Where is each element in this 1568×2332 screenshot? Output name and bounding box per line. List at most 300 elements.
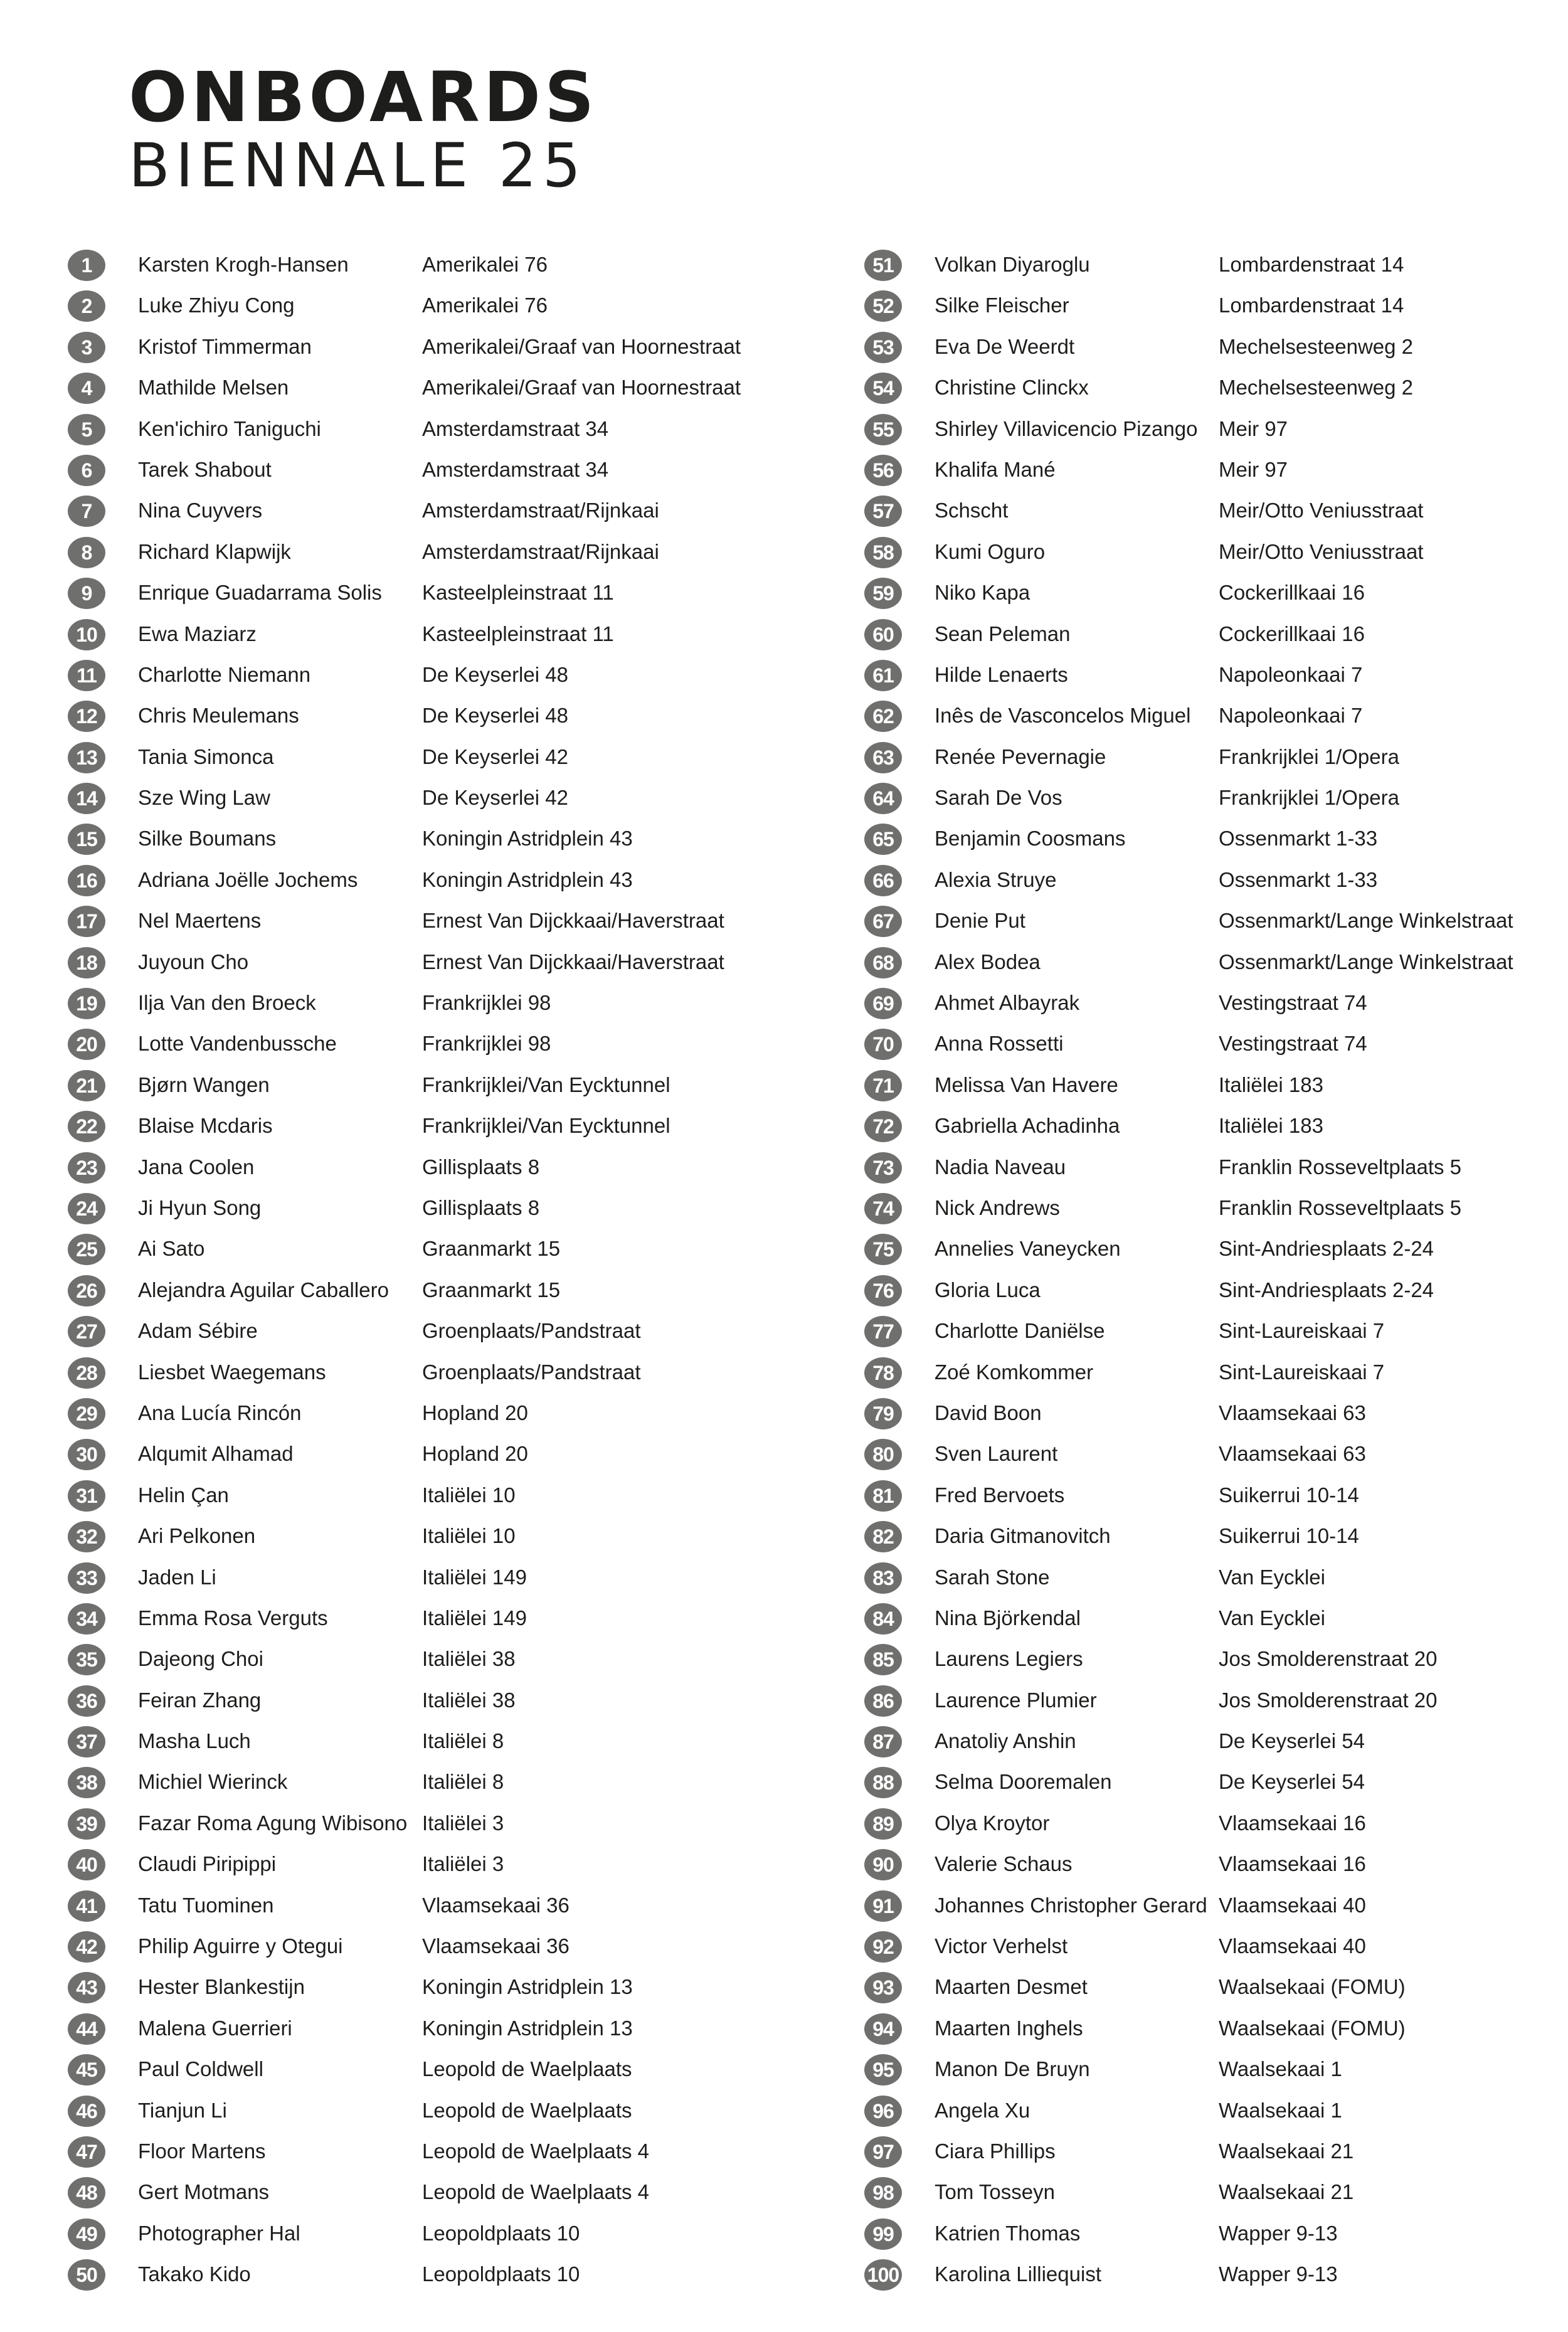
location-address: Vestingstraat 74 bbox=[1219, 991, 1367, 1015]
artist-name: Ahmet Albayrak bbox=[935, 991, 1080, 1015]
list-item bbox=[864, 696, 1568, 736]
location-address: Graanmarkt 15 bbox=[422, 1237, 561, 1261]
location-address: Kasteelpleinstraat 11 bbox=[422, 581, 614, 605]
location-address: Italiëlei 8 bbox=[422, 1770, 504, 1794]
list-item bbox=[68, 1024, 789, 1064]
list-item bbox=[68, 901, 789, 941]
location-address: Vlaamsekaai 16 bbox=[1219, 1852, 1366, 1876]
list-item bbox=[864, 327, 1568, 368]
number-badge: 2 bbox=[68, 290, 105, 322]
number-badge: 96 bbox=[864, 2096, 902, 2127]
number-badge: 25 bbox=[68, 1234, 105, 1265]
number-badge: 12 bbox=[68, 701, 105, 732]
location-address: Italiëlei 10 bbox=[422, 1524, 516, 1548]
list-item bbox=[864, 1106, 1568, 1147]
artist-name: Nina Cuyvers bbox=[138, 499, 263, 522]
location-address: Vlaamsekaai 36 bbox=[422, 1934, 569, 1958]
list-item bbox=[864, 1475, 1568, 1516]
number-badge: 83 bbox=[864, 1562, 902, 1594]
location-address: Waalsekaai 1 bbox=[1219, 2057, 1342, 2081]
list-item bbox=[68, 1106, 789, 1147]
list-item bbox=[864, 1967, 1568, 2008]
location-address: Ossenmarkt/Lange Winkelstraat bbox=[1219, 909, 1513, 933]
number-badge: 87 bbox=[864, 1726, 902, 1757]
list-item bbox=[68, 1721, 789, 1762]
location-address: Leopold de Waelplaats 4 bbox=[422, 2180, 650, 2204]
number-badge: 95 bbox=[864, 2054, 902, 2086]
location-address: Frankrijklei 98 bbox=[422, 1032, 551, 1056]
number-badge: 9 bbox=[68, 578, 105, 609]
list-item bbox=[864, 1844, 1568, 1885]
location-address: Leopold de Waelplaats 4 bbox=[422, 2139, 650, 2163]
artist-name: Jana Coolen bbox=[138, 1155, 255, 1179]
artist-name: Nel Maertens bbox=[138, 909, 262, 933]
artist-name: Chris Meulemans bbox=[138, 704, 299, 728]
artist-name: Charlotte Niemann bbox=[138, 662, 311, 686]
artist-name: Tania Simonca bbox=[138, 745, 274, 768]
list-item bbox=[864, 2091, 1568, 2131]
artist-name: Annelies Vaneycken bbox=[935, 1237, 1121, 1261]
location-address: Waalsekaai (FOMU) bbox=[1219, 1975, 1406, 1999]
number-badge: 70 bbox=[864, 1029, 902, 1060]
location-address: Vlaamsekaai 63 bbox=[1219, 1401, 1366, 1424]
artist-name: Blaise Mcdaris bbox=[138, 1114, 273, 1138]
number-badge: 89 bbox=[864, 1808, 902, 1840]
artist-name: Takako Kido bbox=[138, 2262, 251, 2286]
number-badge: 92 bbox=[864, 1931, 902, 1963]
location-address: Sint-Laureiskaai 7 bbox=[1219, 1360, 1385, 1384]
number-badge: 7 bbox=[68, 496, 105, 527]
list-item bbox=[864, 2172, 1568, 2213]
artist-name: Sean Peleman bbox=[935, 622, 1071, 645]
list-item bbox=[864, 614, 1568, 655]
list-item bbox=[864, 532, 1568, 573]
list-item bbox=[68, 1229, 789, 1269]
list-item bbox=[68, 2008, 789, 2049]
artist-name: Tom Tosseyn bbox=[935, 2180, 1055, 2204]
artist-name: Manon De Bruyn bbox=[935, 2057, 1090, 2081]
artist-name: Kumi Oguro bbox=[935, 539, 1046, 563]
number-badge: 74 bbox=[864, 1193, 902, 1224]
list-item bbox=[864, 1311, 1568, 1352]
list-item bbox=[864, 1926, 1568, 1967]
list-item bbox=[864, 1680, 1568, 1721]
number-badge: 53 bbox=[864, 332, 902, 363]
number-badge: 98 bbox=[864, 2177, 902, 2208]
artist-name: Sarah Stone bbox=[935, 1565, 1050, 1589]
location-address: De Keyserlei 42 bbox=[422, 745, 568, 768]
number-badge: 62 bbox=[864, 701, 902, 732]
location-address: Suikerrui 10-14 bbox=[1219, 1483, 1359, 1507]
list-item bbox=[864, 1393, 1568, 1434]
list-item bbox=[864, 819, 1568, 859]
location-address: Mechelsesteenweg 2 bbox=[1219, 334, 1414, 358]
location-address: Cockerillkaai 16 bbox=[1219, 581, 1365, 605]
list-item bbox=[864, 2213, 1568, 2254]
list-item bbox=[68, 860, 789, 901]
number-badge: 28 bbox=[68, 1357, 105, 1389]
number-badge: 44 bbox=[68, 2013, 105, 2045]
artist-name: Khalifa Mané bbox=[935, 457, 1056, 481]
artist-name: Karsten Krogh-Hansen bbox=[138, 253, 349, 276]
artist-name: Alexia Struye bbox=[935, 867, 1057, 891]
location-address: Waalsekaai (FOMU) bbox=[1219, 2016, 1406, 2040]
artist-name: Jaden Li bbox=[138, 1565, 216, 1589]
artist-name: Michiel Wierinck bbox=[138, 1770, 288, 1794]
list-item bbox=[864, 1434, 1568, 1475]
location-address: Meir/Otto Veniusstraat bbox=[1219, 499, 1424, 522]
number-badge: 39 bbox=[68, 1808, 105, 1840]
location-address: Waalsekaai 1 bbox=[1219, 2098, 1342, 2122]
location-address: Koningin Astridplein 43 bbox=[422, 827, 633, 851]
artist-name: Emma Rosa Verguts bbox=[138, 1606, 328, 1630]
artist-name: Hilde Lenaerts bbox=[935, 662, 1068, 686]
artist-name: Niko Kapa bbox=[935, 581, 1030, 605]
number-badge: 20 bbox=[68, 1029, 105, 1060]
number-badge: 100 bbox=[864, 2259, 902, 2291]
list-item bbox=[68, 983, 789, 1024]
list-item bbox=[864, 2008, 1568, 2049]
location-address: Sint-Andriesplaats 2-24 bbox=[1219, 1278, 1434, 1301]
location-address: Amerikalei 76 bbox=[422, 294, 548, 317]
list-item bbox=[864, 368, 1568, 408]
number-badge: 38 bbox=[68, 1767, 105, 1798]
artist-name: Maarten Desmet bbox=[935, 1975, 1088, 1999]
location-address: Italiëlei 38 bbox=[422, 1688, 516, 1712]
location-address: Amsterdamstraat 34 bbox=[422, 416, 609, 440]
artist-name: Victor Verhelst bbox=[935, 1934, 1068, 1958]
location-address: Vlaamsekaai 63 bbox=[1219, 1442, 1366, 1466]
artist-name: Masha Luch bbox=[138, 1729, 251, 1753]
artist-name: Alqumit Alhamad bbox=[138, 1442, 294, 1466]
location-address: Amerikalei/Graaf van Hoornestraat bbox=[422, 334, 741, 358]
list-item bbox=[864, 737, 1568, 778]
list-item bbox=[68, 1311, 789, 1352]
artist-name: Mathilde Melsen bbox=[138, 376, 289, 400]
artist-name: Enrique Guadarrama Solis bbox=[138, 581, 382, 605]
number-badge: 79 bbox=[864, 1398, 902, 1429]
list-item bbox=[864, 245, 1568, 285]
location-address: Sint-Andriesplaats 2-24 bbox=[1219, 1237, 1434, 1261]
number-badge: 46 bbox=[68, 2096, 105, 2127]
list-item bbox=[68, 1352, 789, 1393]
location-address: Leopold de Waelplaats bbox=[422, 2098, 632, 2122]
artist-name: Fazar Roma Agung Wibisono bbox=[138, 1811, 408, 1835]
logo-title: ONBOARDS bbox=[129, 57, 598, 137]
location-address: Amerikalei 76 bbox=[422, 253, 548, 276]
number-badge: 66 bbox=[864, 865, 902, 896]
list-item bbox=[68, 1680, 789, 1721]
location-address: Italiëlei 3 bbox=[422, 1852, 504, 1876]
location-address: De Keyserlei 54 bbox=[1219, 1770, 1365, 1794]
location-address: Gillisplaats 8 bbox=[422, 1155, 540, 1179]
number-badge: 45 bbox=[68, 2054, 105, 2086]
location-address: Vlaamsekaai 16 bbox=[1219, 1811, 1366, 1835]
artist-name: Tarek Shabout bbox=[138, 457, 272, 481]
location-address: Italiëlei 149 bbox=[422, 1565, 527, 1589]
artist-name: Zoé Komkommer bbox=[935, 1360, 1094, 1384]
location-address: De Keyserlei 42 bbox=[422, 786, 568, 810]
artist-name: Daria Gitmanovitch bbox=[935, 1524, 1111, 1548]
location-address: Van Eycklei bbox=[1219, 1606, 1325, 1630]
list-item bbox=[68, 1803, 789, 1844]
location-address: Jos Smolderenstraat 20 bbox=[1219, 1688, 1438, 1712]
artist-name: Ai Sato bbox=[138, 1237, 205, 1261]
list-item bbox=[864, 942, 1568, 983]
artist-name: Karolina Lilliequist bbox=[935, 2262, 1101, 2286]
artist-name: Kristof Timmerman bbox=[138, 334, 312, 358]
location-address: Koningin Astridplein 43 bbox=[422, 867, 633, 891]
location-address: Amsterdamstraat 34 bbox=[422, 457, 609, 481]
location-address: Italiëlei 8 bbox=[422, 1729, 504, 1753]
location-address: Vestingstraat 74 bbox=[1219, 1032, 1367, 1056]
list-item bbox=[864, 1762, 1568, 1803]
number-badge: 59 bbox=[864, 578, 902, 609]
list-item bbox=[68, 942, 789, 983]
location-address: Groenplaats/Pandstraat bbox=[422, 1319, 641, 1343]
number-badge: 64 bbox=[864, 783, 902, 814]
list-item bbox=[68, 532, 789, 573]
number-badge: 10 bbox=[68, 619, 105, 650]
list-item bbox=[864, 1188, 1568, 1229]
list-item bbox=[68, 1762, 789, 1803]
list-item bbox=[864, 490, 1568, 531]
number-badge: 94 bbox=[864, 2013, 902, 2045]
list-item bbox=[68, 1065, 789, 1106]
list-item bbox=[68, 1885, 789, 1926]
number-badge: 82 bbox=[864, 1521, 902, 1552]
number-badge: 50 bbox=[68, 2259, 105, 2291]
location-address: Wapper 9-13 bbox=[1219, 2262, 1338, 2286]
number-badge: 48 bbox=[68, 2177, 105, 2208]
location-address: De Keyserlei 48 bbox=[422, 662, 568, 686]
artist-name: Bjørn Wangen bbox=[138, 1073, 270, 1096]
artist-name: Helin Çan bbox=[138, 1483, 229, 1507]
artist-name: Ari Pelkonen bbox=[138, 1524, 256, 1548]
list-item bbox=[68, 1270, 789, 1311]
number-badge: 27 bbox=[68, 1316, 105, 1347]
list-item bbox=[68, 696, 789, 736]
number-badge: 63 bbox=[864, 742, 902, 773]
artist-name: Philip Aguirre y Otegui bbox=[138, 1934, 343, 1958]
artist-name: Paul Coldwell bbox=[138, 2057, 263, 2081]
number-badge: 52 bbox=[864, 290, 902, 322]
list-item bbox=[68, 1926, 789, 1967]
number-badge: 19 bbox=[68, 988, 105, 1019]
list-item bbox=[864, 983, 1568, 1024]
list-item bbox=[864, 1557, 1568, 1598]
number-badge: 17 bbox=[68, 906, 105, 937]
artist-name: Richard Klapwijk bbox=[138, 539, 291, 563]
list-item bbox=[68, 490, 789, 531]
artist-name: Ana Lucía Rincón bbox=[138, 1401, 302, 1424]
list-item bbox=[68, 1147, 789, 1188]
list-item bbox=[864, 1885, 1568, 1926]
list-item bbox=[68, 2049, 789, 2090]
number-badge: 80 bbox=[864, 1439, 902, 1470]
location-address: Meir/Otto Veniusstraat bbox=[1219, 539, 1424, 563]
number-badge: 42 bbox=[68, 1931, 105, 1963]
number-badge: 93 bbox=[864, 1972, 902, 2003]
location-address: Ernest Van Dijckkaai/Haverstraat bbox=[422, 909, 724, 933]
number-badge: 65 bbox=[864, 824, 902, 855]
number-badge: 1 bbox=[68, 250, 105, 281]
list-item bbox=[864, 2131, 1568, 2172]
number-badge: 61 bbox=[864, 660, 902, 691]
number-badge: 6 bbox=[68, 455, 105, 486]
number-badge: 73 bbox=[864, 1152, 902, 1184]
list-item bbox=[68, 1188, 789, 1229]
location-address: Koningin Astridplein 13 bbox=[422, 2016, 633, 2040]
list-item bbox=[68, 1639, 789, 1680]
location-address: Koningin Astridplein 13 bbox=[422, 1975, 633, 1999]
location-address: Wapper 9-13 bbox=[1219, 2221, 1338, 2245]
artist-name: Tatu Tuominen bbox=[138, 1893, 274, 1917]
list-item bbox=[68, 1967, 789, 2008]
list-item bbox=[864, 1598, 1568, 1639]
artist-name: Sze Wing Law bbox=[138, 786, 270, 810]
list-item bbox=[68, 573, 789, 613]
location-address: Vlaamsekaai 40 bbox=[1219, 1934, 1366, 1958]
list-item bbox=[864, 1065, 1568, 1106]
number-badge: 16 bbox=[68, 865, 105, 896]
artist-name: Floor Martens bbox=[138, 2139, 266, 2163]
artist-name: Fred Bervoets bbox=[935, 1483, 1065, 1507]
location-address: Ossenmarkt 1-33 bbox=[1219, 867, 1378, 891]
artist-name: Angela Xu bbox=[935, 2098, 1030, 2122]
number-badge: 43 bbox=[68, 1972, 105, 2003]
number-badge: 15 bbox=[68, 824, 105, 855]
artist-name: Juyoun Cho bbox=[138, 950, 249, 973]
list-item bbox=[68, 1598, 789, 1639]
artist-name: Anna Rossetti bbox=[935, 1032, 1064, 1056]
artist-name: Alex Bodea bbox=[935, 950, 1041, 973]
list-item bbox=[68, 2213, 789, 2254]
artist-name: Maarten Inghels bbox=[935, 2016, 1083, 2040]
artist-name: Melissa Van Havere bbox=[935, 1073, 1118, 1096]
list-item bbox=[68, 2254, 789, 2295]
number-badge: 14 bbox=[68, 783, 105, 814]
number-badge: 23 bbox=[68, 1152, 105, 1184]
number-badge: 31 bbox=[68, 1480, 105, 1512]
artist-name: Luke Zhiyu Cong bbox=[138, 294, 295, 317]
artist-name: Christine Clinckx bbox=[935, 376, 1089, 400]
location-address: Frankrijklei 1/Opera bbox=[1219, 786, 1399, 810]
artist-name: Dajeong Choi bbox=[138, 1647, 263, 1671]
artist-name: Shirley Villavicencio Pizango bbox=[935, 416, 1198, 440]
artist-name: Ilja Van den Broeck bbox=[138, 991, 316, 1015]
number-badge: 26 bbox=[68, 1275, 105, 1306]
list-item bbox=[68, 1434, 789, 1475]
location-address: Franklin Rosseveltplaats 5 bbox=[1219, 1155, 1462, 1179]
location-address: Lombardenstraat 14 bbox=[1219, 253, 1404, 276]
list-item bbox=[864, 409, 1568, 450]
location-address: Frankrijklei 1/Opera bbox=[1219, 745, 1399, 768]
list-item bbox=[864, 1024, 1568, 1064]
location-address: Hopland 20 bbox=[422, 1442, 528, 1466]
location-address: Vlaamsekaai 36 bbox=[422, 1893, 569, 1917]
location-address: Cockerillkaai 16 bbox=[1219, 622, 1365, 645]
artist-name: Benjamin Coosmans bbox=[935, 827, 1126, 851]
number-badge: 21 bbox=[68, 1070, 105, 1101]
number-badge: 71 bbox=[864, 1070, 902, 1101]
location-address: Lombardenstraat 14 bbox=[1219, 294, 1404, 317]
list-item bbox=[68, 2131, 789, 2172]
number-badge: 36 bbox=[68, 1685, 105, 1717]
list-item bbox=[864, 1229, 1568, 1269]
number-badge: 18 bbox=[68, 947, 105, 978]
list-item bbox=[864, 901, 1568, 941]
number-badge: 29 bbox=[68, 1398, 105, 1429]
list-item bbox=[864, 573, 1568, 613]
location-address: Leopold de Waelplaats bbox=[422, 2057, 632, 2081]
list-item bbox=[864, 1352, 1568, 1393]
number-badge: 99 bbox=[864, 2218, 902, 2250]
list-item bbox=[68, 655, 789, 696]
location-address: Suikerrui 10-14 bbox=[1219, 1524, 1359, 1548]
list-item bbox=[864, 285, 1568, 326]
location-address: Groenplaats/Pandstraat bbox=[422, 1360, 641, 1384]
list-item bbox=[864, 655, 1568, 696]
location-address: Napoleonkaai 7 bbox=[1219, 704, 1363, 728]
artist-name: Photographer Hal bbox=[138, 2221, 300, 2245]
artist-name: Charlotte Daniëlse bbox=[935, 1319, 1105, 1343]
number-badge: 90 bbox=[864, 1849, 902, 1880]
location-address: Amsterdamstraat/Rijnkaai bbox=[422, 539, 659, 563]
artist-name: Liesbet Waegemans bbox=[138, 1360, 326, 1384]
list-item bbox=[864, 2049, 1568, 2090]
number-badge: 40 bbox=[68, 1849, 105, 1880]
artist-name: Gert Motmans bbox=[138, 2180, 270, 2204]
artist-name: Adriana Joëlle Jochems bbox=[138, 867, 358, 891]
list-item bbox=[68, 1516, 789, 1557]
number-badge: 75 bbox=[864, 1234, 902, 1265]
artist-name: Claudi Piripippi bbox=[138, 1852, 277, 1876]
list-item bbox=[68, 614, 789, 655]
artist-name: Renée Pevernagie bbox=[935, 745, 1106, 768]
number-badge: 91 bbox=[864, 1890, 902, 1922]
list-item bbox=[864, 1803, 1568, 1844]
number-badge: 8 bbox=[68, 537, 105, 568]
location-address: Leopoldplaats 10 bbox=[422, 2262, 580, 2286]
number-badge: 78 bbox=[864, 1357, 902, 1389]
location-address: Leopoldplaats 10 bbox=[422, 2221, 580, 2245]
artist-name: Johannes Christopher Gerard bbox=[935, 1893, 1207, 1917]
number-badge: 54 bbox=[864, 373, 902, 404]
number-badge: 37 bbox=[68, 1726, 105, 1757]
location-address: Ossenmarkt 1-33 bbox=[1219, 827, 1378, 851]
list-item bbox=[68, 1393, 789, 1434]
list-item bbox=[864, 1721, 1568, 1762]
location-address: Frankrijklei/Van Eycktunnel bbox=[422, 1114, 670, 1138]
number-badge: 67 bbox=[864, 906, 902, 937]
location-address: Meir 97 bbox=[1219, 416, 1288, 440]
location-address: Italiëlei 38 bbox=[422, 1647, 516, 1671]
artist-name: Selma Dooremalen bbox=[935, 1770, 1112, 1794]
location-address: Kasteelpleinstraat 11 bbox=[422, 622, 614, 645]
number-badge: 72 bbox=[864, 1111, 902, 1142]
list-item bbox=[68, 245, 789, 285]
number-badge: 3 bbox=[68, 332, 105, 363]
location-address: Italiëlei 183 bbox=[1219, 1073, 1323, 1096]
list-item bbox=[68, 2091, 789, 2131]
number-badge: 76 bbox=[864, 1275, 902, 1306]
number-badge: 22 bbox=[68, 1111, 105, 1142]
location-address: Ernest Van Dijckkaai/Haverstraat bbox=[422, 950, 724, 973]
list-item bbox=[68, 1557, 789, 1598]
number-badge: 41 bbox=[68, 1890, 105, 1922]
location-address: Amsterdamstraat/Rijnkaai bbox=[422, 499, 659, 522]
